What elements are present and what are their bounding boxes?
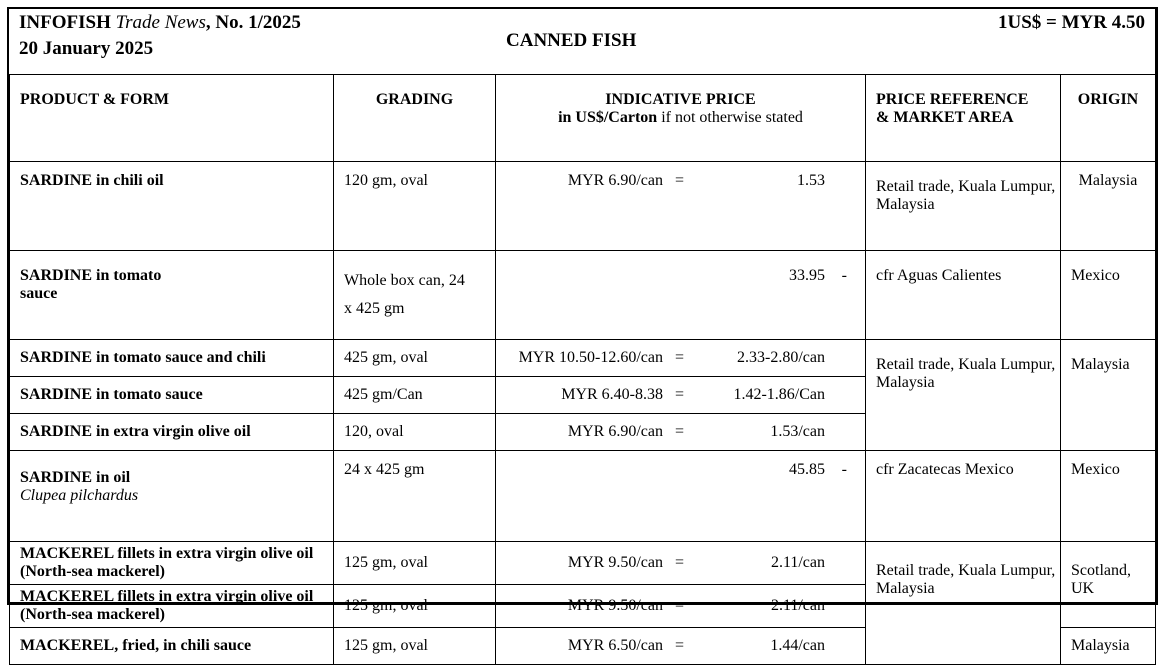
- product-name: SARDINE in oil: [20, 469, 131, 486]
- product-cell: [10, 451, 334, 542]
- product-cell: MACKEREL fillets in extra virgin olive oil (North-sea mackerel): [10, 585, 334, 628]
- usd-price: 1.42-1.86/Can: [733, 386, 825, 403]
- col-header-reference: [866, 75, 1061, 162]
- product-cell: SARDINE in tomato sauce: [10, 251, 334, 340]
- price-separator: =: [675, 386, 685, 403]
- reference-header-line2: & MARKET AREA: [876, 109, 1014, 126]
- price-separator: -: [841, 461, 847, 478]
- grading-cell: 125 gm, oval: [334, 542, 496, 585]
- price-cell: [496, 585, 866, 628]
- grading-cell: 125 gm, oval: [334, 585, 496, 628]
- price-cell: [496, 628, 866, 665]
- scientific-name: Clupea pilchardus: [20, 487, 139, 504]
- table-row: [10, 542, 1156, 585]
- origin-cell: Mexico: [1061, 451, 1156, 542]
- price-separator: =: [675, 597, 685, 614]
- local-price: MYR 6.90/can: [567, 172, 663, 189]
- product-cell: SARDINE in extra virgin olive oil: [10, 414, 334, 451]
- reference-cell: cfr Aguas Calientes: [866, 251, 1061, 340]
- usd-price: 33.95: [789, 267, 825, 284]
- price-separator: =: [675, 637, 685, 654]
- table-row: [10, 340, 1156, 377]
- product-cell: MACKEREL, fried, in chili sauce: [10, 628, 334, 665]
- price-table-frame: [7, 7, 1158, 654]
- local-price: MYR 9.50/can: [567, 554, 663, 571]
- local-price: MYR 9.50/can: [567, 597, 663, 614]
- reference-cell: cfr Zacatecas Mexico: [866, 451, 1061, 542]
- grading-cell: 120, oval: [334, 414, 496, 451]
- product-cell: SARDINE in tomato sauce and chili: [10, 340, 334, 377]
- price-cell: [496, 377, 866, 414]
- local-price: MYR 10.50-12.60/can: [518, 349, 663, 366]
- price-separator: =: [675, 172, 685, 189]
- reference-cell: Retail trade, Kuala Lumpur, Malaysia: [866, 162, 1061, 251]
- price-cell: [496, 414, 866, 451]
- origin-cell: Malaysia: [1061, 162, 1156, 251]
- price-cell: [496, 542, 866, 585]
- document-header: [9, 9, 1155, 74]
- col-header-product: PRODUCT & FORM: [10, 75, 334, 162]
- exchange-rate: 1US$ = MYR 4.50: [998, 12, 1145, 33]
- price-title: INDICATIVE PRICE: [605, 91, 756, 108]
- usd-price: 45.85: [789, 461, 825, 478]
- table-row: [10, 451, 1156, 542]
- origin-cell: Scotland, UK: [1061, 542, 1156, 628]
- reference-cell: Retail trade, Kuala Lumpur, Malaysia: [866, 340, 1061, 451]
- col-header-grading: GRADING: [334, 75, 496, 162]
- origin-cell: Malaysia: [1061, 628, 1156, 665]
- usd-price: 2.33-2.80/can: [737, 349, 825, 366]
- local-price: MYR 6.90/can: [567, 423, 663, 440]
- price-separator: =: [675, 554, 685, 571]
- price-separator: -: [841, 267, 847, 284]
- product-cell: MACKEREL fillets in extra virgin olive oil (North-sea mackerel): [10, 542, 334, 585]
- grading-cell: 425 gm, oval: [334, 340, 496, 377]
- usd-price: 1.53/can: [770, 423, 825, 440]
- origin-cell: Malaysia: [1061, 340, 1156, 451]
- reference-cell: Retail trade, Kuala Lumpur, Malaysia: [866, 542, 1061, 665]
- usd-price: 1.53: [797, 172, 825, 189]
- usd-price: 2.11/can: [770, 597, 825, 614]
- grading-cell: Whole box can, 24 x 425 gm: [334, 251, 496, 340]
- price-separator: =: [675, 349, 685, 366]
- price-separator: =: [675, 423, 685, 440]
- usd-price: 2.11/can: [770, 554, 825, 571]
- price-cell: [496, 162, 866, 251]
- product-cell: SARDINE in chili oil: [10, 162, 334, 251]
- publication-italic: Trade News: [115, 12, 206, 33]
- issue-date: 20 January 2025: [19, 38, 154, 59]
- grading-cell: 125 gm, oval: [334, 628, 496, 665]
- price-cell: [496, 251, 866, 340]
- product-cell: SARDINE in tomato sauce: [10, 377, 334, 414]
- usd-price: 1.44/can: [770, 637, 825, 654]
- grading-cell: 120 gm, oval: [334, 162, 496, 251]
- price-subtitle: [496, 109, 865, 127]
- issue-number: , No. 1/2025: [205, 12, 301, 33]
- table-row: [10, 251, 1156, 340]
- local-price: MYR 6.40-8.38: [561, 386, 663, 403]
- price-unit-note: if not otherwise stated: [657, 109, 803, 126]
- grading-cell: 24 x 425 gm: [334, 451, 496, 542]
- publication-title: [19, 12, 301, 34]
- column-header-row: [10, 75, 1156, 162]
- col-header-origin: ORIGIN: [1061, 75, 1156, 162]
- publication-name: INFOFISH: [19, 12, 116, 33]
- reference-header-line1: PRICE REFERENCE: [876, 91, 1029, 108]
- grading-cell: 425 gm/Can: [334, 377, 496, 414]
- local-price: MYR 6.50/can: [567, 637, 663, 654]
- price-cell: [496, 340, 866, 377]
- col-header-price: [496, 75, 866, 162]
- price-unit: in US$/Carton: [558, 109, 658, 126]
- price-table: [9, 74, 1156, 665]
- section-title: CANNED FISH: [506, 30, 637, 51]
- table-row: [10, 162, 1156, 251]
- origin-cell: Mexico: [1061, 251, 1156, 340]
- price-cell: [496, 451, 866, 542]
